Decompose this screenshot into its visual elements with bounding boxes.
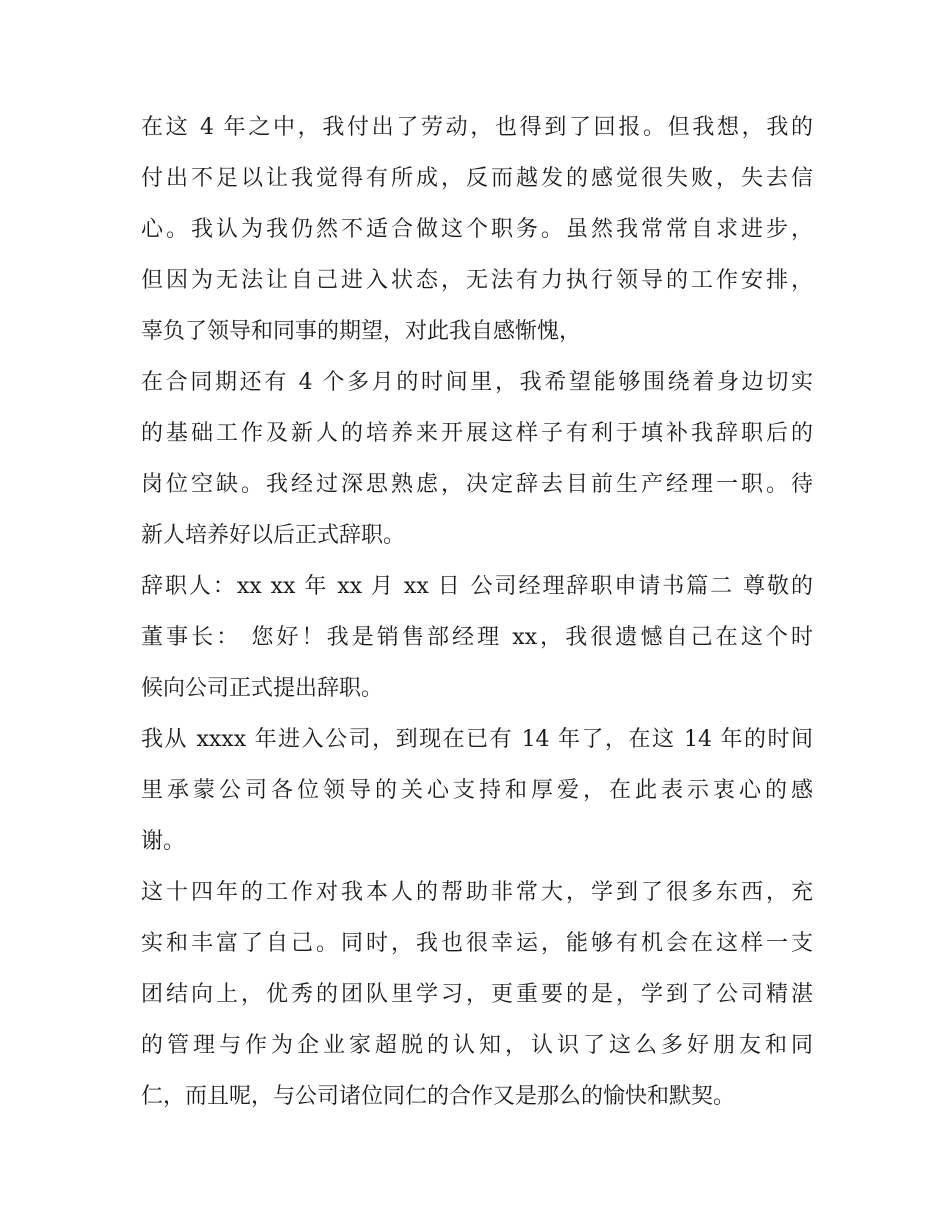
text-line: 我从 xxxx 年进入公司，到现在已有 14 年了，在这 14 年的时间 (141, 727, 813, 752)
text-line: 董事长： 您好！我是销售部经理 xx，我很遗憾自己在这个时 (141, 625, 813, 650)
text-line: 候向公司正式提出辞职。 (141, 676, 384, 701)
document-body (141, 102, 813, 1122)
text-line: 新人培养好以后正式辞职。 (141, 523, 406, 548)
text-line: 心。我认为我仍然不适合做这个职务。虽然我常常自求进步， (141, 217, 813, 242)
text-line: 团结向上，优秀的团队里学习，更重要的是，学到了公司精湛 (141, 982, 813, 1007)
text-line: 辜负了领导和同事的期望，对此我自感惭愧， (141, 319, 582, 344)
text-line: 里承蒙公司各位领导的关心支持和厚爱，在此表示衷心的感 (141, 778, 813, 803)
text-line: 仁，而且呢，与公司诸位同仁的合作又是那么的愉快和默契。 (141, 1084, 736, 1109)
text-line: 但因为无法让自己进入状态，无法有力执行领导的工作安排， (141, 268, 813, 293)
text-line: 谢。 (141, 829, 186, 854)
text-line: 的基础工作及新人的培养来开展这样子有利于填补我辞职后的 (141, 421, 813, 446)
text-line: 的管理与作为企业家超脱的认知，认识了这么多好朋友和同 (141, 1033, 813, 1058)
text-line: 在这 4 年之中，我付出了劳动，也得到了回报。但我想，我的 (141, 115, 813, 140)
text-line: 岗位空缺。我经过深思熟虑，决定辞去目前生产经理一职。待 (141, 472, 813, 497)
text-line: 辞职人：xx xx 年 xx 月 xx 日 公司经理辞职申请书篇二 尊敬的 (141, 574, 813, 599)
text-line: 在合同期还有 4 个多月的时间里，我希望能够围绕着身边切实 (141, 370, 813, 395)
text-line: 实和丰富了自己。同时，我也很幸运，能够有机会在这样一支 (141, 931, 813, 956)
text-line: 付出不足以让我觉得有所成，反而越发的感觉很失败，失去信 (141, 166, 813, 191)
text-line: 这十四年的工作对我本人的帮助非常大，学到了很多东西，充 (141, 880, 813, 905)
